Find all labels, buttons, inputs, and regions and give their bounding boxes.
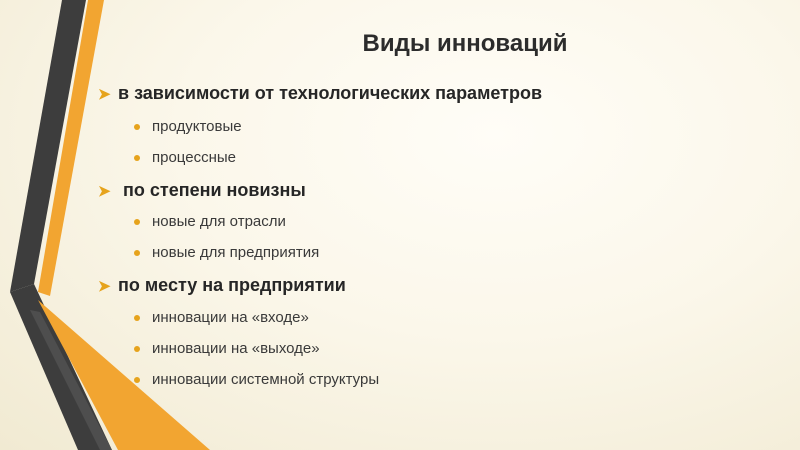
dot-bullet-icon <box>134 346 140 352</box>
list-item-text: новые для отрасли <box>152 213 286 230</box>
list-item <box>134 213 286 230</box>
list-item-text: новые для предприятия <box>152 244 320 261</box>
list-heading-text: по месту на предприятии <box>118 275 346 295</box>
dot-bullet-icon <box>134 377 140 383</box>
slide-title: Виды инноваций <box>362 30 568 57</box>
dot-bullet-icon <box>134 155 140 161</box>
dot-bullet-icon <box>134 219 140 225</box>
list-heading-text: по степени новизны <box>118 180 306 200</box>
list-item <box>134 149 236 166</box>
list-item-text: процессные <box>152 149 236 166</box>
dot-bullet-icon <box>134 315 140 321</box>
list-heading-text: в зависимости от технологических параметров <box>118 83 543 103</box>
arrow-bullet-icon: ➤ <box>98 277 111 295</box>
list-heading-place <box>98 275 346 296</box>
arrow-bullet-icon: ➤ <box>98 182 111 200</box>
list-item-text: инновации на «выходе» <box>152 340 320 357</box>
list-item <box>134 118 242 135</box>
list-item-text: инновации на «входе» <box>152 309 309 326</box>
list-item-text: продуктовые <box>152 118 242 135</box>
dot-bullet-icon <box>134 124 140 130</box>
list-heading-tech <box>98 83 542 104</box>
list-item <box>134 371 379 388</box>
list-item <box>134 340 320 357</box>
list-item <box>134 244 319 261</box>
dot-bullet-icon <box>134 250 140 256</box>
arrow-bullet-icon: ➤ <box>98 85 111 103</box>
list-heading-novelty <box>98 180 306 201</box>
list-item <box>134 309 309 326</box>
list-item-text: инновации системной структуры <box>152 371 380 388</box>
